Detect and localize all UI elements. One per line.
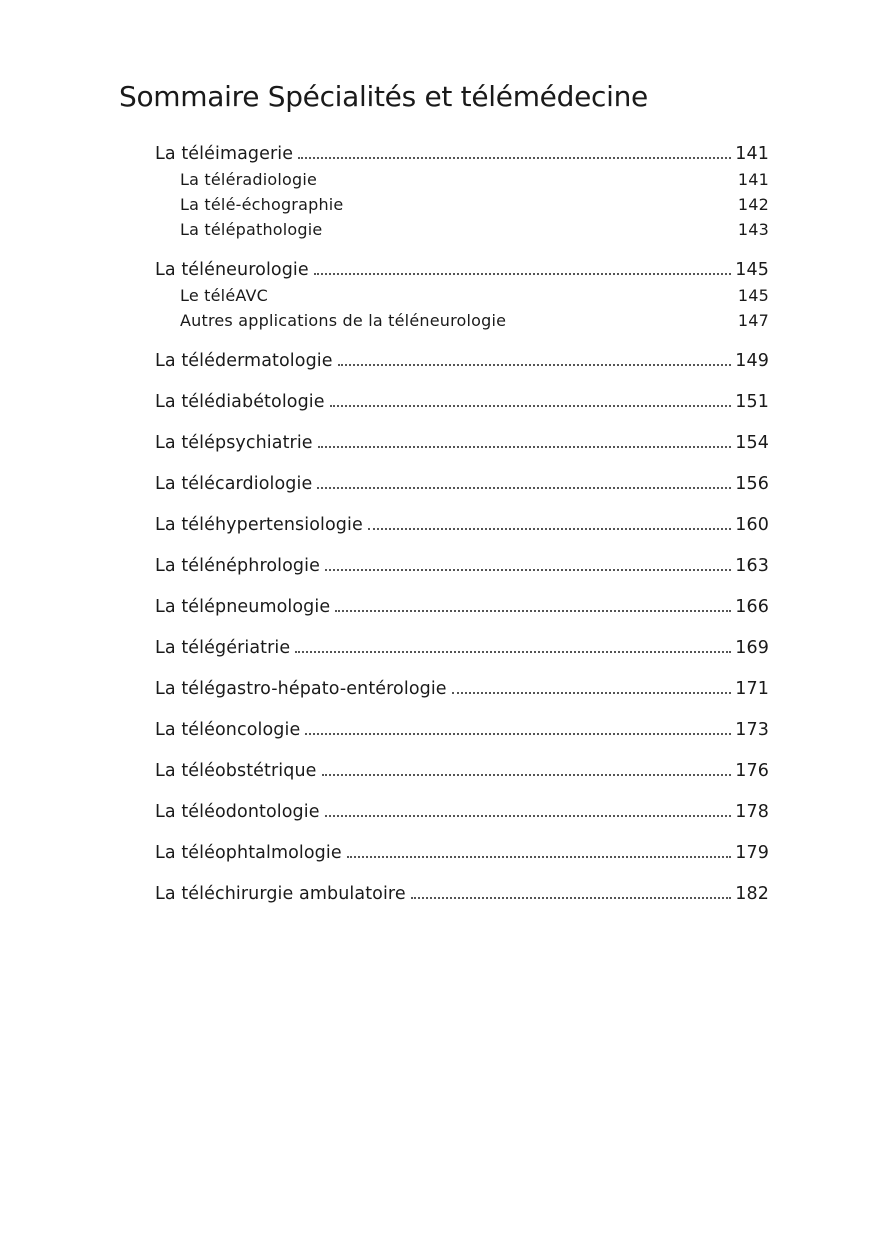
toc-entry[interactable] (155, 636, 769, 661)
table-of-contents (155, 142, 769, 923)
dot-leader (347, 856, 732, 858)
toc-entry-label: La télédermatologie (155, 351, 333, 371)
toc-sub-entry-label: Autres applications de la téléneurologie (180, 311, 507, 330)
toc-entry-label: La téléobstétrique (155, 761, 317, 781)
toc-entry-page-number: 169 (735, 638, 769, 658)
toc-group (155, 636, 769, 661)
toc-entry-label: La télégériatrie (155, 638, 291, 658)
toc-entry-label: La téléneurologie (155, 260, 309, 280)
toc-entry-label: La télédiabétologie (155, 392, 325, 412)
toc-group (155, 800, 769, 825)
dot-leader (295, 651, 731, 653)
toc-entry-page-number: 178 (735, 802, 769, 822)
toc-entry-page-number: 149 (735, 351, 769, 371)
toc-sub-entry-page-number: 145 (737, 286, 769, 305)
toc-entry[interactable] (155, 554, 769, 579)
toc-entry[interactable] (155, 142, 769, 167)
toc-entry[interactable] (155, 595, 769, 620)
toc-group (155, 258, 769, 333)
toc-entry[interactable] (155, 677, 769, 702)
toc-group (155, 759, 769, 784)
toc-entry-label: La télégastro-hépato-entérologie (155, 679, 447, 699)
toc-group (155, 595, 769, 620)
toc-sub-entry[interactable] (155, 308, 769, 333)
toc-entry-page-number: 182 (735, 884, 769, 904)
toc-group (155, 431, 769, 456)
toc-entry[interactable] (155, 841, 769, 866)
toc-entry-page-number: 166 (735, 597, 769, 617)
toc-entry-label: La télécardiologie (155, 474, 313, 494)
dot-leader (317, 487, 731, 489)
toc-entry[interactable] (155, 349, 769, 374)
toc-entry-label: La téléimagerie (155, 144, 294, 164)
toc-group (155, 142, 769, 242)
toc-entry-label: La téléhypertensiologie (155, 515, 363, 535)
toc-sub-entry[interactable] (155, 192, 769, 217)
dot-leader (368, 528, 731, 530)
toc-entry-label: La télépneumologie (155, 597, 331, 617)
toc-sub-entry-page-number: 143 (737, 220, 769, 239)
dot-leader (314, 273, 732, 275)
toc-group (155, 841, 769, 866)
dot-leader (322, 774, 732, 776)
toc-sub-entry-label: La téléradiologie (180, 170, 318, 189)
toc-entry-page-number: 160 (735, 515, 769, 535)
toc-group (155, 349, 769, 374)
toc-entry[interactable] (155, 472, 769, 497)
dot-leader (335, 610, 731, 612)
toc-sub-entry-page-number: 142 (737, 195, 769, 214)
toc-entry-page-number: 171 (735, 679, 769, 699)
toc-entry-label: La téléoncologie (155, 720, 301, 740)
toc-entry-label: La téléophtalmologie (155, 843, 342, 863)
dot-leader (411, 897, 732, 899)
toc-group (155, 390, 769, 415)
toc-entry[interactable] (155, 513, 769, 538)
toc-entry-page-number: 176 (735, 761, 769, 781)
toc-group (155, 472, 769, 497)
toc-group (155, 718, 769, 743)
toc-entry-page-number: 163 (735, 556, 769, 576)
toc-entry[interactable] (155, 390, 769, 415)
toc-sub-entry[interactable] (155, 283, 769, 308)
toc-entry-page-number: 145 (735, 260, 769, 280)
toc-entry-page-number: 156 (735, 474, 769, 494)
toc-group (155, 513, 769, 538)
toc-sub-entry-label: La télépathologie (180, 220, 323, 239)
toc-entry-page-number: 179 (735, 843, 769, 863)
toc-sub-entry-label: La télé-échographie (180, 195, 344, 214)
toc-entry[interactable] (155, 759, 769, 784)
toc-entry-page-number: 151 (735, 392, 769, 412)
toc-entry[interactable] (155, 800, 769, 825)
toc-entry-page-number: 154 (735, 433, 769, 453)
toc-entry-page-number: 141 (735, 144, 769, 164)
dot-leader (338, 364, 732, 366)
toc-entry-label: La télénéphrologie (155, 556, 320, 576)
dot-leader (325, 815, 732, 817)
toc-sub-entry-label: Le téléAVC (180, 286, 269, 305)
toc-entry[interactable] (155, 882, 769, 907)
toc-sub-entry[interactable] (155, 217, 769, 242)
toc-sub-entry[interactable] (155, 167, 769, 192)
toc-entry-label: La télépsychiatrie (155, 433, 313, 453)
toc-entry[interactable] (155, 258, 769, 283)
toc-sub-entry-page-number: 147 (737, 311, 769, 330)
dot-leader (305, 733, 731, 735)
dot-leader (325, 569, 731, 571)
toc-entry-page-number: 173 (735, 720, 769, 740)
toc-group (155, 554, 769, 579)
toc-entry[interactable] (155, 431, 769, 456)
toc-entry[interactable] (155, 718, 769, 743)
dot-leader (298, 157, 731, 159)
dot-leader (318, 446, 732, 448)
toc-group (155, 677, 769, 702)
toc-entry-label: La téléchirurgie ambulatoire (155, 884, 406, 904)
toc-sub-entry-page-number: 141 (737, 170, 769, 189)
dot-leader (452, 692, 732, 694)
dot-leader (330, 405, 732, 407)
toc-entry-label: La téléodontologie (155, 802, 320, 822)
page-title: Sommaire Spécialités et télémédecine (119, 80, 648, 113)
toc-group (155, 882, 769, 907)
